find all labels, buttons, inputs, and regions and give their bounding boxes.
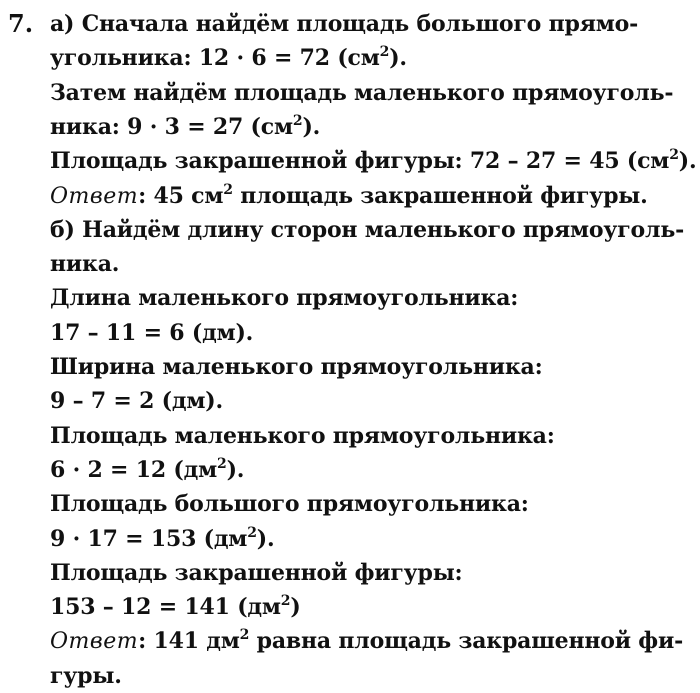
text-segment: 17 – 11 = 6 (дм). — [50, 319, 254, 346]
text-line — [50, 590, 301, 624]
text-line — [50, 659, 122, 693]
text-segment: ника. — [50, 251, 120, 278]
text-line — [50, 76, 673, 110]
superscript: 2 — [379, 44, 390, 61]
text-line — [50, 316, 253, 350]
text-segment: 9 – 7 = 2 (дм). — [50, 388, 223, 415]
text-segment: Площадь закрашенной фигуры: — [50, 559, 463, 586]
superscript: 2 — [247, 524, 257, 541]
text-line — [50, 384, 223, 418]
text-segment: равна площадь закрашенной фи- — [249, 628, 683, 655]
text-segment: 9 · 17 = 153 (дм — [50, 525, 248, 552]
text-line — [50, 41, 407, 75]
task-number: 7. — [8, 9, 34, 38]
text-segment: Площадь маленького прямоугольника: — [50, 422, 555, 449]
text-segment: Затем найдём площадь маленького прямоуголь- — [50, 79, 674, 106]
text-segment: Ширина маленького прямоугольника: — [50, 354, 543, 380]
text-segment: площадь закрашенной фигуры. — [232, 182, 648, 209]
text-segment: а) Сначала найдём площадь большого прямо- — [50, 11, 639, 37]
text-line — [50, 281, 518, 315]
superscript: 2 — [280, 593, 291, 610]
text-segment: ) — [290, 594, 301, 621]
text-line — [50, 487, 529, 521]
answer-label: Ответ — [50, 629, 139, 655]
text-segment: ). — [302, 113, 321, 140]
text-line — [50, 179, 648, 214]
text-line — [50, 110, 320, 144]
text-line — [50, 350, 543, 384]
text-line — [50, 213, 684, 247]
text-line — [50, 522, 274, 556]
text-segment: ). — [226, 456, 245, 483]
text-segment: Площадь закрашенной фигуры: 72 – 27 = 45 (см — [50, 148, 670, 175]
text-segment: гуры. — [50, 662, 122, 689]
text-segment: 6 · 2 = 12 (дм — [50, 456, 218, 483]
text-line — [50, 419, 555, 453]
text-line — [50, 144, 696, 178]
text-segment: ). — [256, 525, 275, 552]
superscript: 2 — [223, 181, 233, 198]
answer-label: Ответ — [50, 183, 139, 209]
superscript: 2 — [217, 455, 227, 472]
superscript: 2 — [292, 112, 303, 129]
text-line — [50, 453, 244, 487]
text-segment: : 45 см — [138, 182, 224, 209]
text-segment: б) Найдём длину сторон маленького прямоуголь- — [50, 216, 685, 243]
text-line — [50, 556, 462, 590]
text-segment: Площадь большого прямоугольника: — [50, 491, 529, 518]
superscript: 2 — [669, 147, 679, 164]
text-segment: угольника: 12 · 6 = 72 (см — [50, 45, 380, 72]
text-line — [50, 624, 683, 659]
text-line — [50, 247, 119, 281]
text-segment: ). — [389, 45, 407, 72]
text-segment: ника: 9 · 3 = 27 (см — [50, 113, 293, 140]
text-line — [50, 7, 638, 41]
text-segment: 153 – 12 = 141 (дм — [50, 594, 281, 621]
text-segment: ). — [678, 148, 697, 175]
text-segment: : 141 дм — [138, 628, 240, 655]
text-segment: Длина маленького прямоугольника: — [50, 285, 519, 312]
superscript: 2 — [239, 627, 250, 644]
